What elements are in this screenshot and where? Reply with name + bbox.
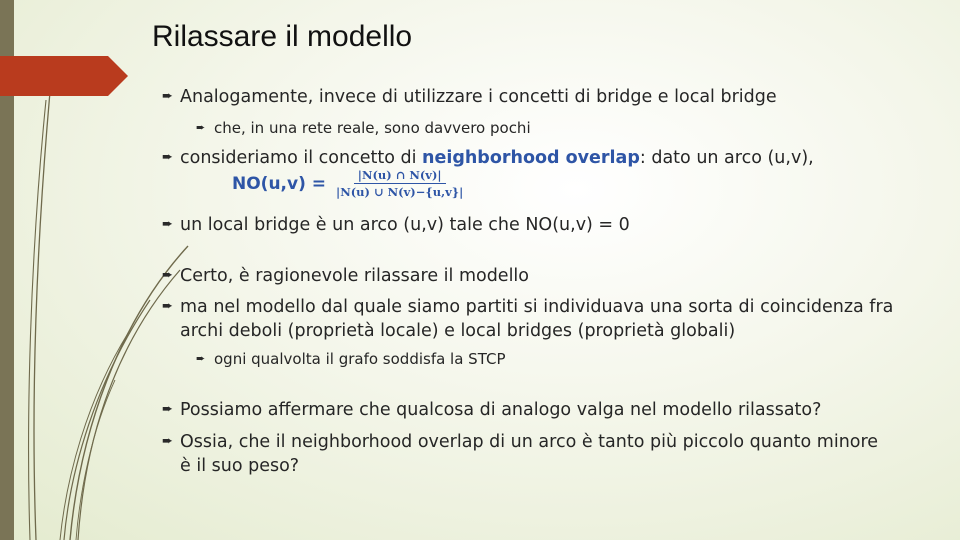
bullet-arrow-icon: ➨	[196, 121, 206, 134]
bullet-2-text	[180, 146, 814, 170]
bullet-arrow-icon: ➨	[162, 268, 173, 283]
bullet-arrow-icon: ➨	[162, 402, 173, 417]
bullet-arrow-icon: ➨	[162, 299, 173, 314]
title-accent-tab	[0, 56, 128, 96]
bullet-5	[162, 295, 893, 343]
bullet-2	[162, 146, 814, 170]
bullet-1-sub-text: che, in una rete reale, sono davvero pochi	[214, 119, 531, 137]
bullet-arrow-icon: ➨	[162, 150, 173, 165]
bullet-5-sub-text: ogni qualvolta il grafo soddisfa la STCP	[214, 350, 506, 368]
neighborhood-overlap-formula	[232, 168, 467, 199]
bullet-arrow-icon: ➨	[162, 434, 173, 449]
formula-denominator: |N(u) ∪ N(v)−{u,v}|	[336, 185, 464, 199]
bullet-7-line-1: Ossia, che il neighborhood overlap di un arco è tanto più piccolo quanto minore	[180, 432, 879, 452]
bullet-5-line-2: archi deboli (proprietà locale) e local bridges (proprietà globali)	[180, 321, 736, 341]
bullet-arrow-icon: ➨	[162, 217, 173, 232]
bullet-arrow-icon: ➨	[196, 352, 206, 365]
neighborhood-overlap-term: neighborhood overlap	[422, 148, 640, 168]
formula-fraction	[332, 168, 467, 199]
bullet-4-text: Certo, è ragionevole rilassare il modello	[180, 266, 530, 286]
bullet-5-sub	[196, 347, 506, 371]
bullet-arrow-icon: ➨	[162, 89, 173, 104]
bullet-3	[162, 213, 630, 237]
bullet-7	[162, 430, 878, 478]
bullet-4	[162, 264, 529, 288]
page-title: Rilassare il modello	[152, 20, 413, 53]
bullet-7-line-2: è il suo peso?	[180, 456, 300, 476]
bullet-1-text: Analogamente, invece di utilizzare i concetti di bridge e local bridge	[180, 87, 777, 107]
bullet-7-text	[180, 430, 878, 478]
bullet-1	[162, 85, 777, 109]
bullet-6	[162, 398, 821, 422]
bullet-2-post: : dato un arco (u,v),	[639, 148, 814, 168]
bullet-3-text: un local bridge è un arco (u,v) tale che NO(u,v) = 0	[180, 215, 630, 235]
bullet-1-sub	[196, 116, 531, 140]
formula-lhs: NO(u,v) =	[232, 173, 327, 194]
bullet-6-text: Possiamo affermare che qualcosa di analogo valga nel modello rilassato?	[180, 400, 822, 420]
bullet-2-pre: consideriamo il concetto di	[180, 148, 422, 168]
bullet-5-text	[180, 295, 893, 343]
formula-numerator: |N(u) ∩ N(v)|	[354, 168, 446, 184]
bullet-5-line-1: ma nel modello dal quale siamo partiti si individuava una sorta di coincidenza fra	[180, 297, 894, 317]
